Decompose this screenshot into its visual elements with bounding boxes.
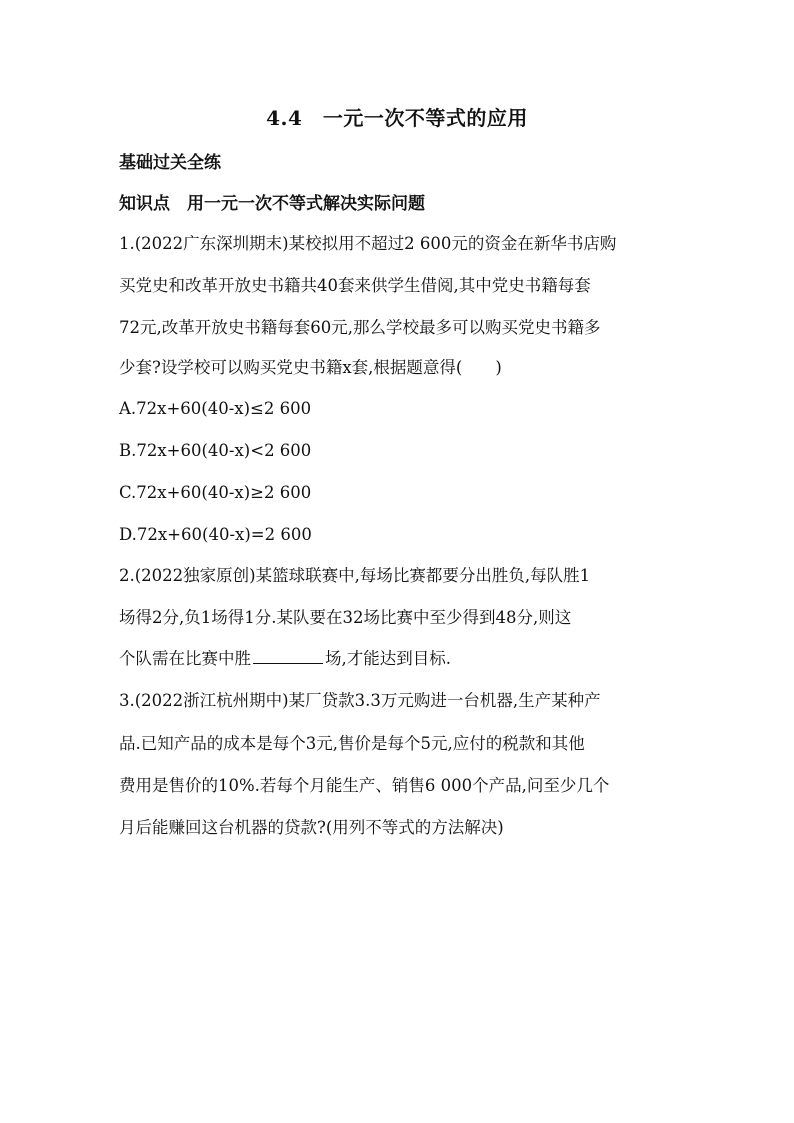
knowledge-point-heading: 知识点 用一元一次不等式解决实际问题 xyxy=(119,194,425,214)
q2-line-3-before: 个队需在比赛中胜 xyxy=(119,649,251,668)
q3-line-1: 3.(2022浙江杭州期中)某厂贷款3.3万元购进一台机器,生产某种产 xyxy=(119,691,601,710)
answer-blank[interactable] xyxy=(253,649,323,664)
page-title: 4.4 一元一次不等式的应用 xyxy=(266,106,528,130)
q2-line-1: 2.(2022独家原创)某篮球联赛中,每场比赛都要分出胜负,每队胜1 xyxy=(119,566,591,585)
q1-option-a: A.72x+60(40-x)≤2 600 xyxy=(119,399,312,418)
q3-line-3: 费用是售价的10%.若每个月能生产、销售6 000个产品,问至少几个 xyxy=(119,776,610,795)
q1-option-b: B.72x+60(40-x)<2 600 xyxy=(119,441,312,460)
q3-line-2: 品.已知产品的成本是每个3元,售价是每个5元,应付的税款和其他 xyxy=(119,734,585,753)
q1-option-c: C.72x+60(40-x)≥2 600 xyxy=(119,483,312,502)
q1-line-4: 少套?设学校可以购买党史书籍x套,根据题意得( ) xyxy=(119,358,502,377)
q1-line-2: 买党史和改革开放史书籍共40套来供学生借阅,其中党史书籍每套 xyxy=(119,276,591,295)
q2-line-3 xyxy=(119,648,451,670)
q1-line-3: 72元,改革开放史书籍每套60元,那么学校最多可以购买党史书籍多 xyxy=(119,318,601,337)
q3-line-4: 月后能赚回这台机器的贷款?(用列不等式的方法解决) xyxy=(119,818,504,837)
q1-line-1: 1.(2022广东深圳期末)某校拟用不超过2 600元的资金在新华书店购 xyxy=(119,234,617,253)
q2-line-2: 场得2分,负1场得1分.某队要在32场比赛中至少得到48分,则这 xyxy=(119,608,572,627)
q1-option-d: D.72x+60(40-x)=2 600 xyxy=(119,525,312,544)
section-heading: 基础过关全练 xyxy=(119,153,221,173)
q2-line-3-after: 场,才能达到目标. xyxy=(325,649,451,668)
